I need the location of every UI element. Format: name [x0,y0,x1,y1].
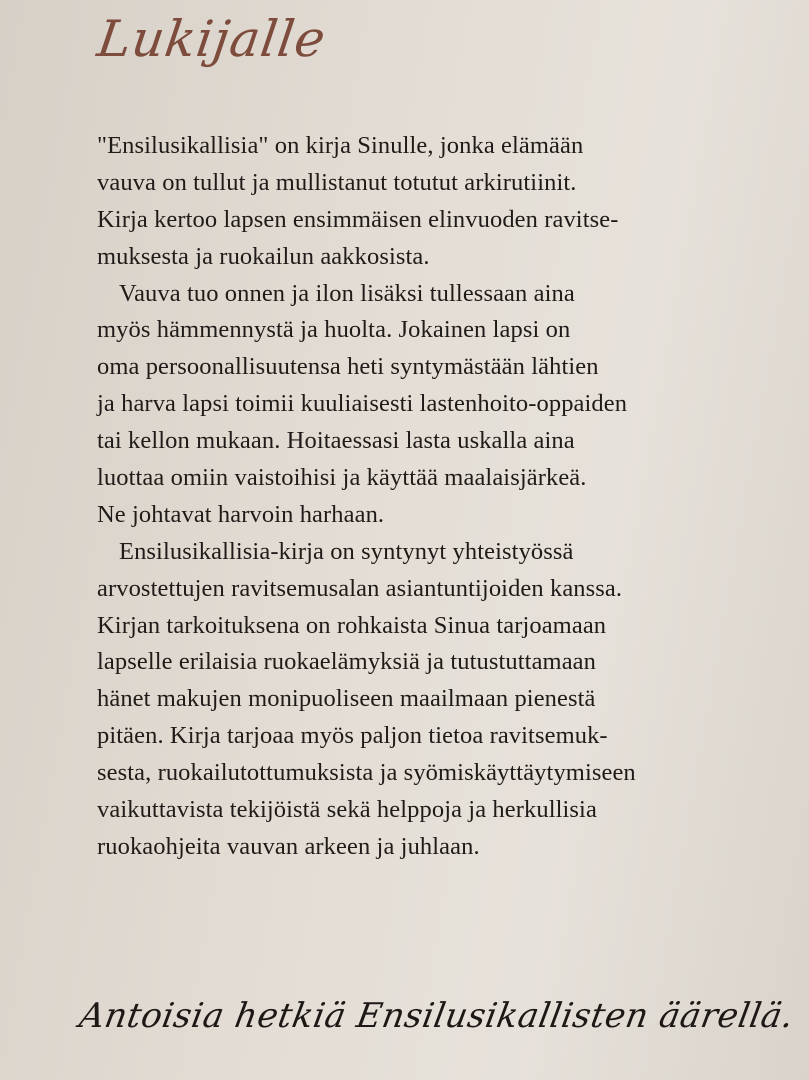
paragraph-1 [97,128,737,276]
text-line: luottaa omiin vaistoihisi ja käyttää maalaisjärkeä. [97,464,587,492]
text-line: myös hämmennystä ja huolta. Jokainen lapsi on [97,316,571,344]
paragraph-2 [97,276,737,534]
text-line: Kirjan tarkoituksena on rohkaista Sinua tarjoamaan [97,611,607,639]
page-title: Lukijalle [93,10,330,68]
text-line: "Ensilusikallisia" on kirja Sinulle, jonka elämään [97,132,584,159]
text-line: Kirja kertoo lapsen ensimmäisen elinvuoden ravitse- [97,205,619,233]
text-line: ja harva lapsi toimii kuuliaisesti lastenhoito-oppaiden [97,390,628,418]
closing-line: Antoisia hetkiä Ensilusikallisten äärellä. [76,996,797,1036]
text-line: hänet makujen monipuoliseen maailmaan pienestä [97,685,596,713]
paragraph-3 [97,534,737,866]
text-line: pitäen. Kirja tarjoaa myös paljon tietoa ravitsemuk- [97,722,608,750]
text-line: ruokaohjeita vauvan arkeen ja juhlaan. [97,832,480,860]
text-line: muksesta ja ruokailun aakkosista. [97,242,430,270]
text-line: vauva on tullut ja mullistanut totutut arkirutiinit. [97,168,577,196]
text-line: Vauva tuo onnen ja ilon lisäksi tullessaan aina [119,279,575,307]
text-line: Ne johtavat harvoin harhaan. [97,500,385,528]
text-line: tai kellon mukaan. Hoitaessasi lasta uskalla aina [97,427,575,455]
text-line: arvostettujen ravitsemusalan asiantuntijoiden kanssa. [97,574,623,602]
body-text [97,128,737,866]
text-line: vaikuttavista tekijöistä sekä helppoja ja herkullisia [97,796,597,824]
text-line: Ensilusikallisia-kirja on syntynyt yhteistyössä [119,537,574,565]
text-line: lapselle erilaisia ruokaelämyksiä ja tutustuttamaan [97,648,597,676]
text-line: sesta, ruokailutottumuksista ja syömiskäyttäytymiseen [97,759,636,787]
text-line: oma persoonallisuutensa heti syntymästään lähtien [97,353,599,381]
